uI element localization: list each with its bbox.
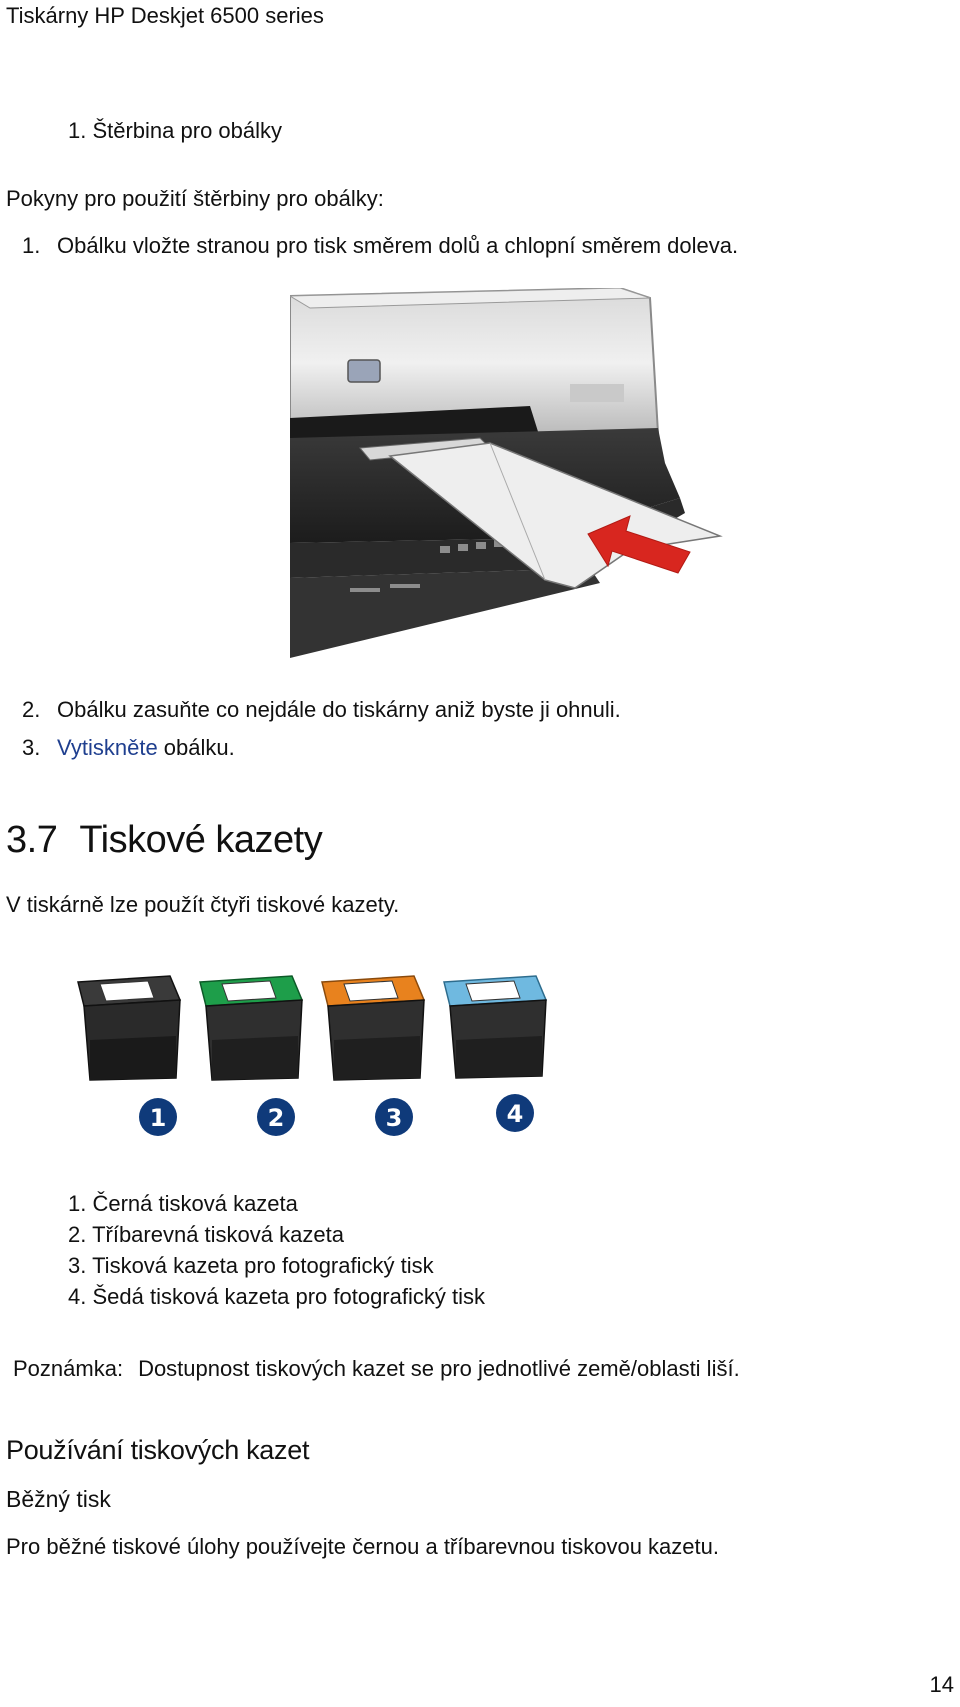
usage-subheading: Běžný tisk [6, 1486, 111, 1512]
hp-logo-icon [348, 360, 380, 382]
step-2-text: Obálku zasuňte co nejdále do tiskárny aniž byste ji ohnuli. [57, 697, 621, 722]
legend-item-2: 2. Tříbarevná tisková kazeta [68, 1222, 344, 1247]
section-intro: V tiskárně lze použít čtyři tiskové kazety. [6, 892, 400, 917]
step-1-text: Obálku vložte stranou pro tisk směrem dolů a chlopní směrem doleva. [57, 233, 739, 258]
section-number: 3.7 [6, 819, 58, 861]
printer-envelope-illustration [290, 288, 730, 658]
instructions-intro: Pokyny pro použití štěrbiny pro obálky: [6, 186, 384, 211]
legend-item-1: 1. Černá tisková kazeta [68, 1191, 298, 1216]
cartridges-illustration [70, 970, 570, 1140]
badge-3-label: 3 [385, 1104, 403, 1132]
page-number: 14 [929, 1672, 954, 1697]
legend-item-3: 3. Tisková kazeta pro fotografický tisk [68, 1253, 434, 1278]
note-text: Dostupnost tiskových kazet se pro jednotlivé země/oblasti liší. [138, 1356, 740, 1381]
step-2-number: 2. [22, 697, 41, 722]
badge-4-icon [496, 1094, 534, 1132]
document-header-title: Tiskárny HP Deskjet 6500 series [6, 3, 324, 28]
badge-2-label: 2 [267, 1104, 285, 1132]
badge-4-label: 4 [506, 1100, 524, 1128]
usage-heading: Používání tiskových kazet [6, 1435, 310, 1465]
cartridge-black-icon [78, 976, 180, 1080]
print-link[interactable]: Vytiskněte [57, 735, 158, 760]
cartridge-tricolor-icon [200, 976, 302, 1080]
section-heading [6, 818, 322, 862]
section-title: Tiskové kazety [79, 819, 323, 861]
badge-2-icon [257, 1098, 295, 1136]
badge-3-icon [375, 1098, 413, 1136]
step-3-rest: obálku. [157, 735, 235, 760]
cartridge-photo-icon [322, 976, 424, 1080]
usage-text: Pro běžné tiskové úlohy používejte černou a tříbarevnou tiskovou kazetu. [6, 1534, 719, 1559]
badge-1-icon [139, 1098, 177, 1136]
step-3-number: 3. [22, 735, 41, 760]
step-3-text [57, 735, 235, 761]
step-1-number: 1. [22, 233, 41, 258]
note-label: Poznámka: [13, 1356, 124, 1381]
legend-item-4: 4. Šedá tisková kazeta pro fotografický tisk [68, 1284, 485, 1309]
note [13, 1356, 740, 1382]
badge-1-label: 1 [149, 1104, 167, 1132]
cartridge-gray-photo-icon [444, 976, 546, 1078]
callout-item-1: 1. Štěrbina pro obálky [68, 118, 283, 143]
